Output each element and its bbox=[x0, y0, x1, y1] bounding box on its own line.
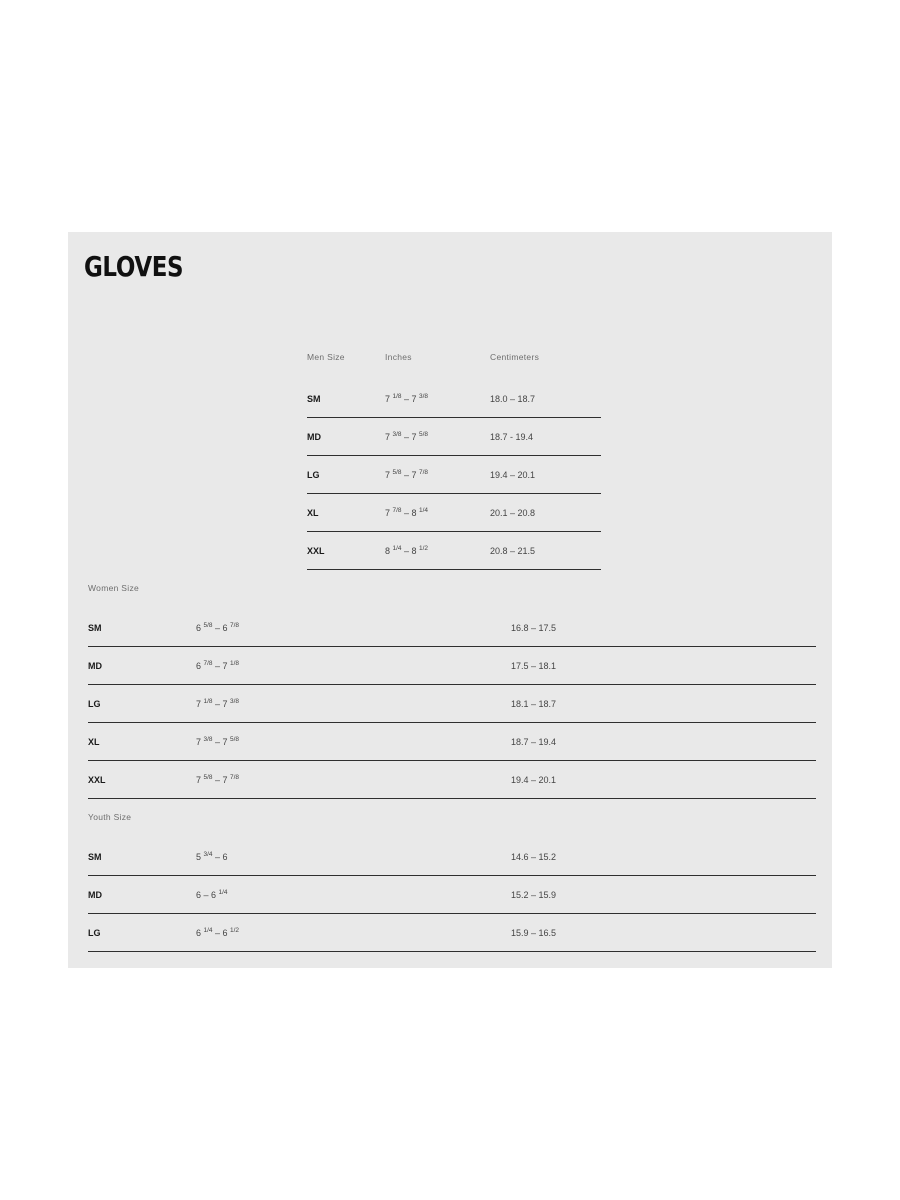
women-rows-container bbox=[88, 609, 816, 799]
table-row bbox=[88, 685, 816, 723]
table-row bbox=[307, 532, 601, 570]
row-size-label: MD bbox=[88, 889, 102, 900]
row-centimeters-value: 14.6 – 15.2 bbox=[511, 851, 557, 862]
table-row bbox=[88, 609, 816, 647]
row-size-label: SM bbox=[88, 851, 102, 862]
row-size-label: LG bbox=[88, 698, 101, 709]
row-size-label: XXL bbox=[307, 545, 325, 556]
row-centimeters-value: 19.4 – 20.1 bbox=[490, 469, 536, 480]
row-inches-value: 7 $^{3/8}$ – 7 $^{5/8}$ bbox=[196, 735, 240, 747]
row-inches-value: 6 $^{7/8}$ – 7 $^{1/8}$ bbox=[196, 659, 240, 671]
row-centimeters-value: 20.8 – 21.5 bbox=[490, 545, 536, 556]
row-inches-value: 7 $^{1/8}$ – 7 $^{3/8}$ bbox=[385, 392, 429, 404]
table-row bbox=[88, 647, 816, 685]
row-centimeters-value: 20.1 – 20.8 bbox=[490, 507, 536, 518]
men-rows-container bbox=[307, 380, 601, 570]
row-centimeters-value: 16.8 – 17.5 bbox=[511, 622, 557, 633]
row-size-label: XXL bbox=[88, 774, 106, 785]
row-inches-value: 7 $^{1/8}$ – 7 $^{3/8}$ bbox=[196, 697, 240, 709]
table-row bbox=[88, 838, 816, 876]
women-table-caption: Women Size bbox=[88, 583, 140, 593]
table-row bbox=[88, 914, 816, 952]
row-inches-value: 6 – 6 $^{1/4}$ bbox=[196, 888, 228, 900]
row-centimeters-value: 17.5 – 18.1 bbox=[511, 660, 557, 671]
row-inches-value: 7 $^{5/8}$ – 7 $^{7/8}$ bbox=[385, 468, 429, 480]
men-header-centimeters: Centimeters bbox=[490, 352, 540, 362]
table-row bbox=[307, 418, 601, 456]
row-inches-value: 6 $^{1/4}$ – 6 $^{1/2}$ bbox=[196, 926, 240, 938]
row-size-label: XL bbox=[88, 736, 100, 747]
men-size-table bbox=[307, 352, 601, 570]
youth-size-table bbox=[88, 812, 816, 952]
men-table-header bbox=[307, 352, 601, 380]
page-title: GLOVES bbox=[84, 250, 184, 283]
table-row bbox=[88, 876, 816, 914]
table-row bbox=[307, 456, 601, 494]
table-row bbox=[88, 723, 816, 761]
youth-rows-container bbox=[88, 838, 816, 952]
row-centimeters-value: 18.7 – 19.4 bbox=[511, 736, 557, 747]
youth-table-caption: Youth Size bbox=[88, 812, 132, 822]
row-inches-value: 7 $^{7/8}$ – 8 $^{1/4}$ bbox=[385, 506, 429, 518]
row-inches-value: 7 $^{3/8}$ – 7 $^{5/8}$ bbox=[385, 430, 429, 442]
row-size-label: XL bbox=[307, 507, 319, 518]
table-row bbox=[307, 380, 601, 418]
row-centimeters-value: 15.9 – 16.5 bbox=[511, 927, 557, 938]
row-centimeters-value: 19.4 – 20.1 bbox=[511, 774, 557, 785]
row-inches-value: 7 $^{5/8}$ – 7 $^{7/8}$ bbox=[196, 773, 240, 785]
row-centimeters-value: 18.7 - 19.4 bbox=[490, 431, 534, 442]
row-centimeters-value: 18.1 – 18.7 bbox=[511, 698, 557, 709]
row-inches-value: 5 $^{3/4}$ – 6 bbox=[196, 850, 228, 862]
women-size-table bbox=[88, 583, 816, 799]
row-size-label: LG bbox=[307, 469, 320, 480]
row-centimeters-value: 15.2 – 15.9 bbox=[511, 889, 557, 900]
row-size-label: SM bbox=[88, 622, 102, 633]
table-row bbox=[88, 761, 816, 799]
men-header-inches: Inches bbox=[385, 352, 412, 362]
row-size-label: SM bbox=[307, 393, 321, 404]
row-size-label: LG bbox=[88, 927, 101, 938]
row-size-label: MD bbox=[307, 431, 321, 442]
row-inches-value: 8 $^{1/4}$ – 8 $^{1/2}$ bbox=[385, 544, 429, 556]
row-inches-value: 6 $^{5/8}$ – 6 $^{7/8}$ bbox=[196, 621, 240, 633]
row-centimeters-value: 18.0 – 18.7 bbox=[490, 393, 536, 404]
men-header-size: Men Size bbox=[307, 352, 345, 362]
row-size-label: MD bbox=[88, 660, 102, 671]
table-row bbox=[307, 494, 601, 532]
